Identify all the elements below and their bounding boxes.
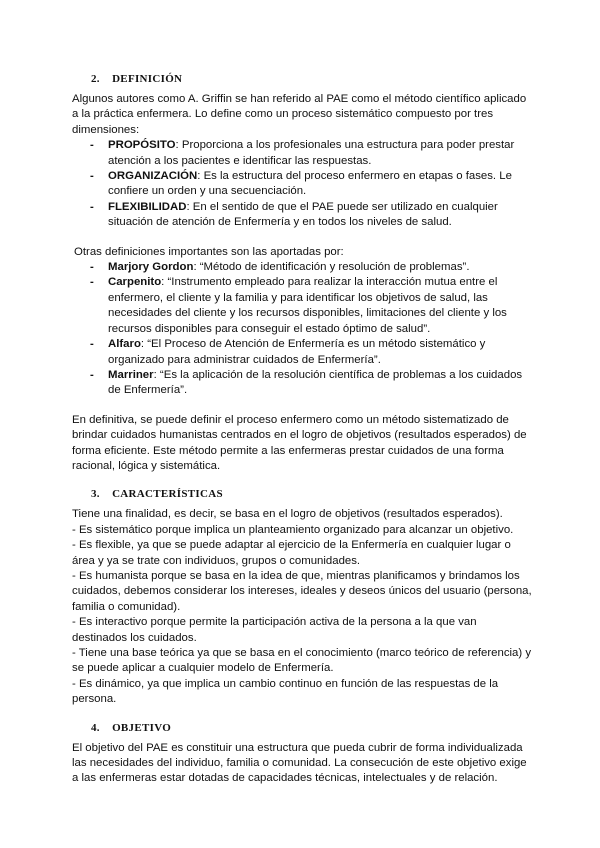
caracteristicas-body bbox=[72, 507, 534, 707]
list-item bbox=[72, 337, 534, 368]
list-item bbox=[72, 275, 534, 337]
section-number: 2. bbox=[91, 73, 100, 85]
characteristic-line: - Es dinámico, ya que implica un cambio continuo en función de las respuestas de la persona. bbox=[72, 677, 499, 706]
dimension-term: ORGANIZACIÓN bbox=[108, 170, 198, 183]
section-title: CARACTERÍSTICAS bbox=[112, 488, 223, 501]
author-name: Carpenito bbox=[108, 276, 162, 289]
section-number: 3. bbox=[91, 488, 100, 501]
author-definition: : “Es la aplicación de la resolución científica de problemas a los cuidados de Enfermería”. bbox=[108, 368, 523, 397]
document-page bbox=[72, 66, 534, 787]
author-definition: : “Método de identificación y resolución de problemas”. bbox=[193, 261, 470, 274]
characteristic-line: - Es interactivo porque permite la participación activa de la persona a la que van destinados los cuidados. bbox=[72, 616, 477, 644]
section-number: 4. bbox=[91, 721, 100, 734]
list-item bbox=[72, 200, 534, 231]
dimension-text: : En el sentido de que el PAE puede ser utilizado en cualquier situación de atención de Enfermería y en todos los niveles de salud. bbox=[108, 200, 498, 229]
list-item bbox=[72, 138, 534, 169]
section-heading-definicion bbox=[91, 72, 534, 86]
author-definition: : “El Proceso de Atención de Enfermería es un método sistemático y organizado para administrar cuidados de Enfermería”. bbox=[108, 338, 486, 366]
characteristic-line: - Tiene una base teórica ya que se basa en el conocimiento (marco teórico de referencia) y se puede aplicar a cualquier modelo de Enfermería. bbox=[72, 647, 532, 675]
author-name: Marriner bbox=[108, 368, 154, 381]
list-item bbox=[72, 169, 534, 200]
author-name: Marjory Gordon bbox=[108, 261, 194, 274]
definicion-intro: Algunos autores como A. Griffin se han referido al PAE como el método científico aplicado a la práctica enfermera. Lo define como un proceso sistemático compuesto por tres dimensiones: bbox=[72, 93, 527, 136]
list-item bbox=[72, 368, 534, 399]
dimension-text: : Proporciona a los profesionales una estructura para poder prestar atención a los pacientes e identificar las respuestas. bbox=[108, 139, 515, 167]
authors-list bbox=[72, 260, 534, 399]
characteristic-line: - Es humanista porque se basa en la idea de que, mientras planificamos y brindamos los cuidados, debemos considerar los intereses, ideales y deseos únicos del usuario (persona, familia o comunidad). bbox=[72, 569, 532, 613]
dimension-term: PROPÓSITO bbox=[108, 139, 176, 152]
author-definition: : “Instrumento empleado para realizar la interacción mutua entre el enfermero, el cliente y la familia y para identificar los objetivos de salud, las necesidades del cliente y los recursos disponibles, limitaciones del cliente y los recursos disponibles para conseguir el estado óptimo de salud”. bbox=[108, 276, 507, 335]
list-item bbox=[72, 260, 534, 275]
dimension-text: : Es la estructura del proceso enfermero en etapas o fases. Le confiere un orden y una secuenciación. bbox=[108, 170, 512, 198]
characteristic-line: Tiene una finalidad, es decir, se basa en el logro de objetivos (resultados esperados). bbox=[72, 508, 503, 521]
characteristic-line: - Es sistemático porque implica un planteamiento organizado para alcanzar un objetivo. bbox=[72, 523, 514, 536]
section-title: OBJETIVO bbox=[112, 721, 172, 734]
dimensions-list bbox=[72, 138, 534, 230]
section-heading-objetivo bbox=[91, 721, 534, 735]
definicion-conclusion: En definitiva, se puede definir el proceso enfermero como un método sistematizado de brindar cuidados humanistas centrados en el logro de objetivos (resultados esperados) de forma eficiente. Este método permite a las enfermeras prestar cuidados de una forma racional, lógica y sistemática. bbox=[72, 413, 527, 472]
section-title: DEFINICIÓN bbox=[112, 73, 183, 85]
others-intro: Otras definiciones importantes son las aportadas por: bbox=[74, 245, 344, 258]
characteristic-line: - Es flexible, ya que se puede adaptar al ejercicio de la Enfermería en cualquier lugar o área y ya se trate con individuos, grupos o comunidades. bbox=[72, 539, 511, 567]
author-name: Alfaro bbox=[108, 338, 141, 351]
objetivo-text: El objetivo del PAE es constituir una estructura que pueda cubrir de forma individualizada las necesidades del individuo, familia o comunidad. La consecución de este objetivo exige a las enfermeras estar dotadas de capacidades técnicas, intelectuales y de relación. bbox=[72, 741, 527, 785]
dimension-term: FLEXIBILIDAD bbox=[108, 200, 187, 213]
section-heading-caracteristicas bbox=[91, 487, 534, 501]
